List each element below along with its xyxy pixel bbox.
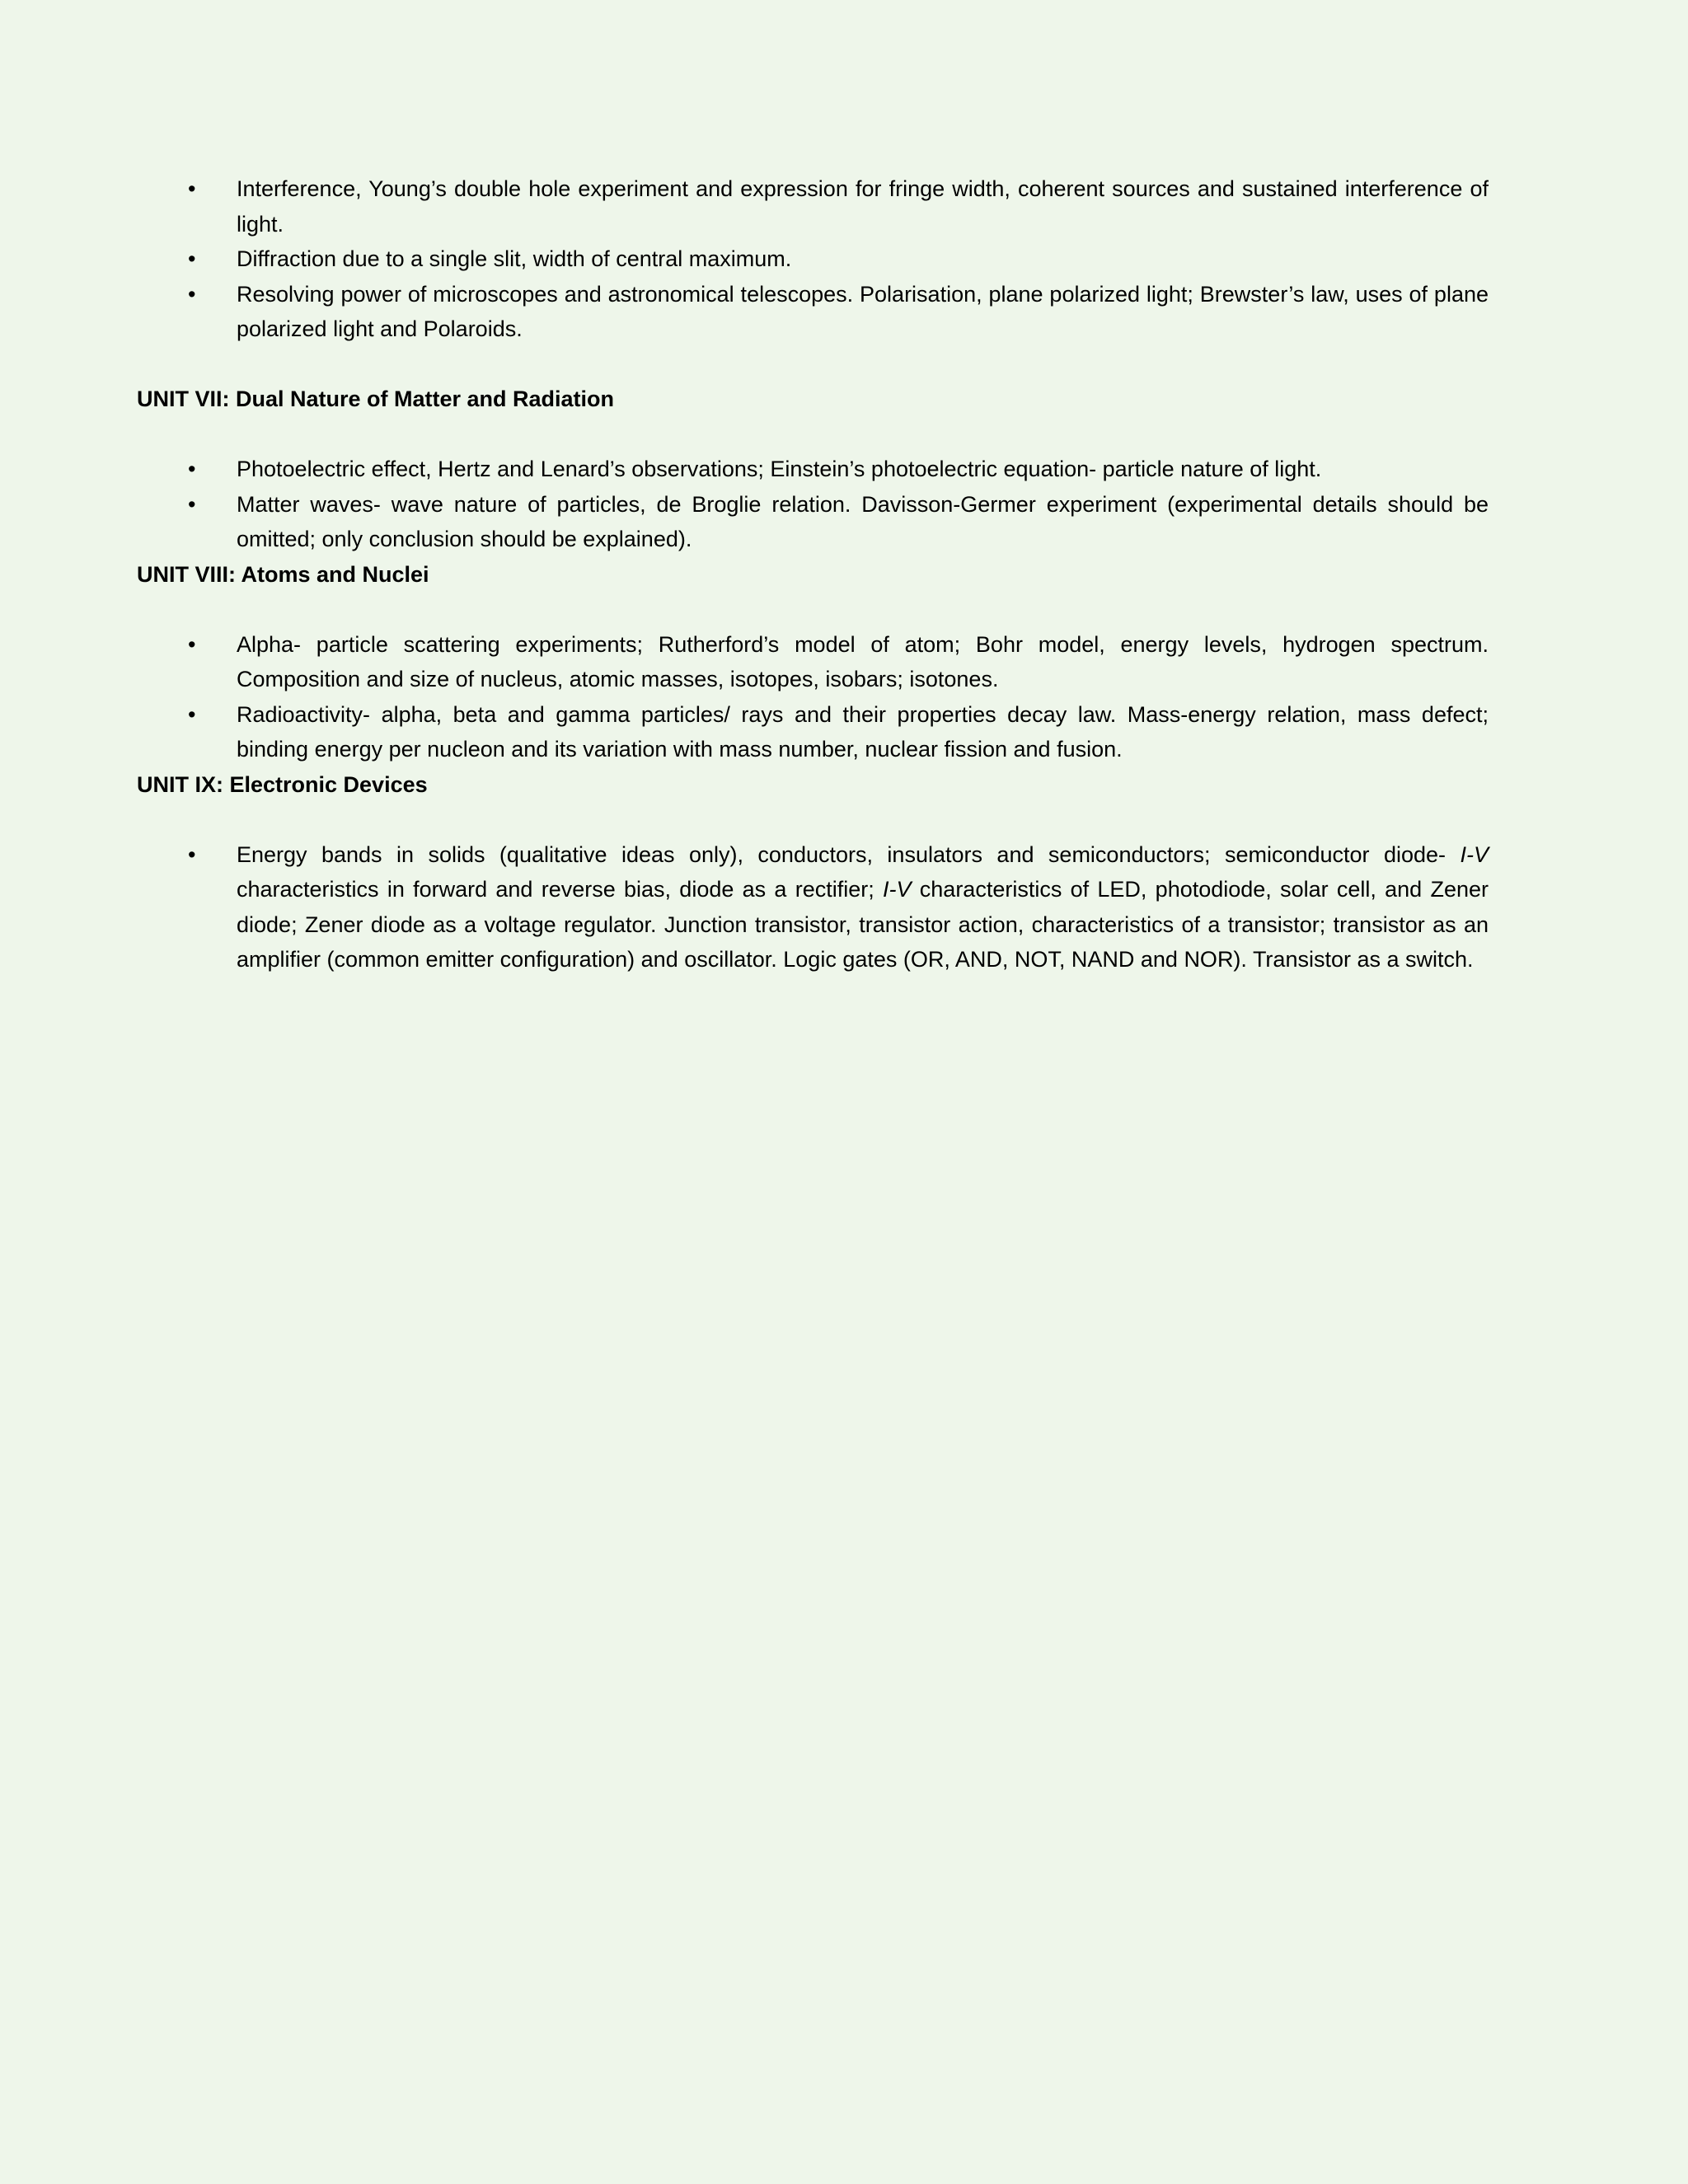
bullet-text: Alpha- particle scattering experiments; Rutherford’s model of atom; Bohr model, energy levels, hydrogen spectrum. Composition and size of nucleus, atomic masses, isotopes, isobars; isotones. — [237, 631, 1489, 691]
bullet-icon: • — [188, 491, 196, 517]
spacer — [137, 802, 1489, 837]
bullet-text: Resolving power of microscopes and astronomical telescopes. Polarisation, plane polarized light; Brewster’s law, uses of plane polarized light and Polaroids. — [237, 281, 1489, 341]
list-item — [137, 487, 1489, 557]
syllabus-content — [137, 171, 1489, 977]
list-item — [137, 697, 1489, 767]
unit-7-bullet-list — [137, 452, 1489, 557]
unit-9-heading: UNIT IX: Electronic Devices — [137, 771, 428, 797]
unit-9-bullet-list — [137, 837, 1489, 977]
bullet-icon: • — [188, 281, 196, 307]
bullet-icon: • — [188, 701, 196, 727]
intro-bullet-list — [137, 171, 1489, 347]
list-item — [137, 241, 1489, 277]
unit-7-heading: UNIT VII: Dual Nature of Matter and Radiation — [137, 387, 615, 411]
bullet-text — [237, 842, 1489, 972]
list-item — [137, 277, 1489, 347]
unit-8-bullet-list — [137, 627, 1489, 767]
bullet-text-part: characteristics of LED, photodiode, solar cell, and Zener diode; Zener diode as a voltage regulator. Junction transistor, transistor action, characteristics of a transistor; transistor as an amplifier (common emitter configuration) and oscillator. Logic gates (OR, AND, NOT, NAND and NOR). Transistor as a switch. — [237, 877, 1489, 972]
list-item — [137, 452, 1489, 487]
bullet-icon: • — [188, 246, 196, 271]
spacer — [137, 592, 1489, 627]
bullet-text: Matter waves- wave nature of particles, de Broglie relation. Davisson-Germer experiment (experimental details should be omitted; only conclusion should be explained). — [237, 491, 1489, 551]
list-item — [137, 837, 1489, 977]
spacer — [137, 417, 1489, 452]
bullet-text: Interference, Young’s double hole experiment and expression for fringe width, coherent sources and sustained interference of light. — [237, 176, 1489, 237]
bullet-icon: • — [188, 841, 196, 867]
list-item — [137, 627, 1489, 697]
bullet-icon: • — [188, 457, 196, 481]
spacer — [137, 347, 1489, 382]
bullet-text: Diffraction due to a single slit, width of central maximum. — [237, 246, 792, 271]
bullet-text: Photoelectric effect, Hertz and Lenard’s observations; Einstein’s photoelectric equation- particle nature of light. — [237, 457, 1322, 481]
bullet-text-part: Energy bands in solids (qualitative ideas only), conductors, insulators and semiconductors; semiconductor diode- — [237, 841, 1461, 867]
list-item — [137, 171, 1489, 241]
iv-italic-term: I-V — [883, 877, 912, 902]
bullet-icon: • — [188, 631, 196, 657]
bullet-icon: • — [188, 176, 196, 201]
bullet-text-part: characteristics in forward and reverse bias, diode as a rectifier; — [237, 877, 883, 902]
unit-8-heading: UNIT VIII: Atoms and Nuclei — [137, 561, 429, 587]
iv-italic-term: I-V — [1460, 841, 1489, 867]
bullet-text: Radioactivity- alpha, beta and gamma particles/ rays and their properties decay law. Mass-energy relation, mass defect; binding energy per nucleon and its variation with mass number, nuclear fission and fusion. — [237, 701, 1489, 762]
